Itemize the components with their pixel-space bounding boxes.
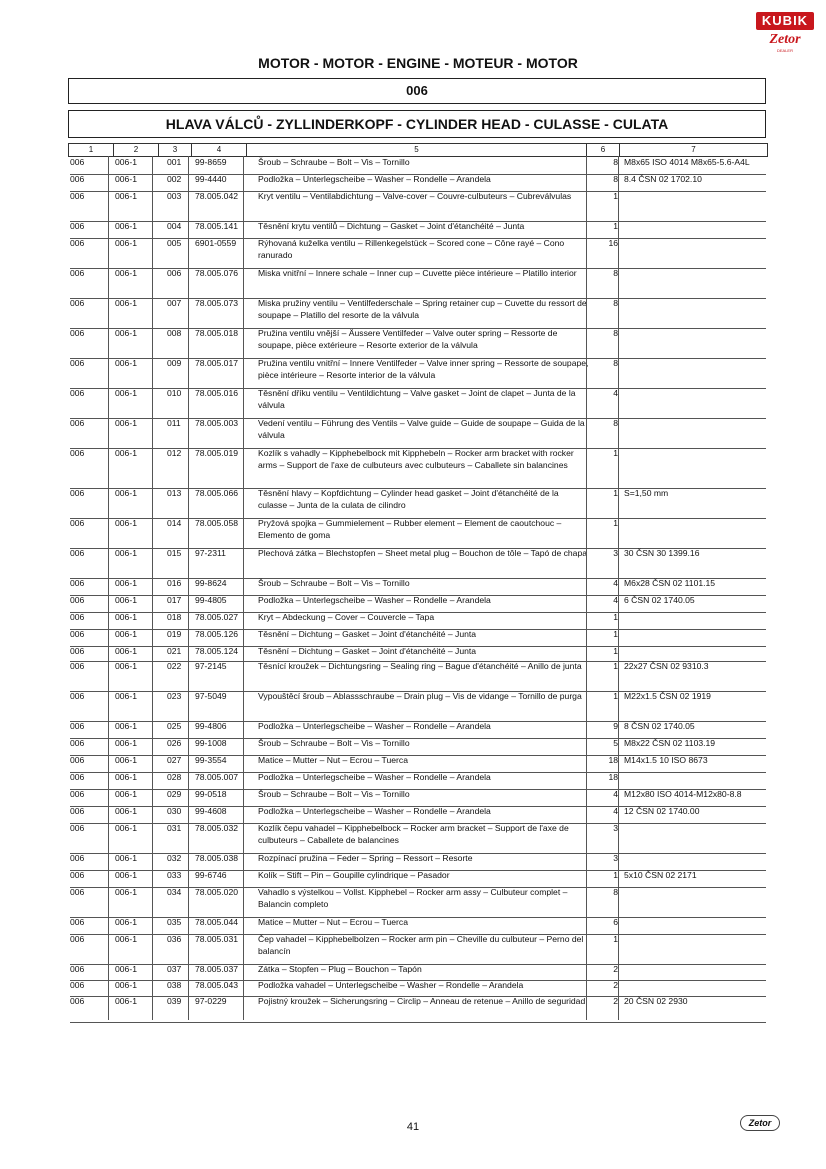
cell-c4: 78.005.016 [195, 388, 239, 398]
cell-c7: M12x80 ISO 4014-M12x80-8.8 [624, 789, 742, 799]
cell-c2: 006-1 [115, 870, 137, 880]
cell-c2: 006-1 [115, 887, 137, 897]
cell-c4: 78.005.019 [195, 448, 239, 458]
group-number: 006 [68, 78, 766, 104]
cell-c3: 037 [167, 964, 182, 974]
cell-c7: 30 ČSN 30 1399.16 [624, 548, 700, 558]
cell-c1: 006 [70, 996, 85, 1006]
cell-c3: 001 [167, 157, 182, 167]
cell-c5: Vahadlo s výstelkou – Vollst. Kipphebel – Rocker arm assy – Culbuteur complet – Balancin completo [258, 887, 568, 909]
cell-c6: 1 [613, 518, 618, 528]
cell-c5: Pojistný kroužek – Sicherungsring – Circlip – Anneau de retenue – Anillo de seguridad [258, 996, 586, 1006]
cell-c5: Šroub – Schraube – Bolt – Vis – Tornillo [258, 738, 410, 748]
cell-c4: 99-8624 [195, 578, 227, 588]
cell-c6: 1 [613, 488, 618, 498]
cell-c1: 006 [70, 823, 85, 833]
cell-c5: Rozpínací pružina – Feder – Spring – Ressort – Resorte [258, 853, 473, 863]
cell-c5: Miska pružiny ventilu – Ventilfederschale – Spring retainer cup – Cuvette du ressort de soupape – Platillo del resorte de la válvula [258, 298, 587, 320]
column-separator [188, 156, 189, 1020]
page-title: MOTOR - MOTOR - ENGINE - MOTEUR - MOTOR [258, 55, 578, 71]
table-row [70, 191, 766, 222]
cell-c6: 18 [608, 755, 618, 765]
cell-c6: 3 [613, 823, 618, 833]
cell-c1: 006 [70, 268, 85, 278]
cell-c6: 3 [613, 853, 618, 863]
table-row [70, 595, 766, 613]
cell-c2: 006-1 [115, 853, 137, 863]
cell-c6: 3 [613, 548, 618, 558]
table-row [70, 488, 766, 519]
cell-c2: 006-1 [115, 646, 137, 656]
cell-c6: 8 [613, 157, 618, 167]
cell-c4: 6901-0559 [195, 238, 237, 248]
cell-c1: 006 [70, 789, 85, 799]
col-header-6: 6 [587, 144, 620, 156]
cell-c4: 78.005.003 [195, 418, 239, 428]
column-separator [243, 156, 244, 1020]
table-row [70, 789, 766, 807]
cell-c6: 4 [613, 789, 618, 799]
cell-c2: 006-1 [115, 964, 137, 974]
cell-c3: 023 [167, 691, 182, 701]
cell-c5: Těsnění hlavy – Kopfdichtung – Cylinder head gasket – Joint d'étanchéité de la culasse – Junta de la culata de cilindro [258, 488, 559, 510]
cell-c7: 22x27 ČSN 02 9310.3 [624, 661, 709, 671]
cell-c2: 006-1 [115, 980, 137, 990]
table-row [70, 418, 766, 449]
cell-c1: 006 [70, 298, 85, 308]
cell-c2: 006-1 [115, 328, 137, 338]
table-row [70, 174, 766, 192]
cell-c7: 8 ČSN 02 1740.05 [624, 721, 695, 731]
cell-c6: 8 [613, 298, 618, 308]
table-row [70, 298, 766, 329]
cell-c3: 002 [167, 174, 182, 184]
cell-c6: 4 [613, 806, 618, 816]
cell-c6: 1 [613, 691, 618, 701]
table-row [70, 853, 766, 871]
cell-c6: 8 [613, 174, 618, 184]
cell-c2: 006-1 [115, 157, 137, 167]
cell-c5: Čep vahadel – Kipphebelbolzen – Rocker arm pin – Cheville du culbuteur – Perno del balancín [258, 934, 584, 956]
cell-c2: 006-1 [115, 448, 137, 458]
cell-c2: 006-1 [115, 806, 137, 816]
cell-c6: 8 [613, 328, 618, 338]
table-row [70, 221, 766, 239]
cell-c3: 003 [167, 191, 182, 201]
cell-c2: 006-1 [115, 823, 137, 833]
column-separator [152, 156, 153, 1020]
cell-c4: 78.005.141 [195, 221, 239, 231]
cell-c2: 006-1 [115, 629, 137, 639]
cell-c3: 004 [167, 221, 182, 231]
cell-c4: 99-4440 [195, 174, 227, 184]
cell-c1: 006 [70, 221, 85, 231]
table-row [70, 612, 766, 630]
cell-c5: Plechová zátka – Blechstopfen – Sheet metal plug – Bouchon de tôle – Tapó de chapa [258, 548, 588, 558]
table-row [70, 388, 766, 419]
cell-c5: Miska vnitřní – Innere schale – Inner cup – Cuvette pièce intérieure – Platillo interior [258, 268, 577, 278]
logo-zetor: Zetor [769, 32, 801, 47]
cell-c5: Kryt – Abdeckung – Cover – Couvercle – Tapa [258, 612, 435, 622]
cell-c6: 1 [613, 934, 618, 944]
table-row [70, 806, 766, 824]
cell-c3: 008 [167, 328, 182, 338]
cell-c3: 013 [167, 488, 182, 498]
column-separator [586, 156, 587, 1020]
cell-c2: 006-1 [115, 738, 137, 748]
cell-c4: 78.005.037 [195, 964, 239, 974]
table-row [70, 448, 766, 489]
cell-c6: 6 [613, 917, 618, 927]
cell-c5: Pružina ventilu vnitřní – Innere Ventilfeder – Valve inner spring – Ressorte de soupape, pièce intérieure – Resorte interior de la válvula [258, 358, 589, 380]
cell-c6: 4 [613, 578, 618, 588]
cell-c1: 006 [70, 934, 85, 944]
cell-c3: 029 [167, 789, 182, 799]
table-row [70, 887, 766, 918]
cell-c2: 006-1 [115, 578, 137, 588]
cell-c2: 006-1 [115, 174, 137, 184]
cell-c3: 018 [167, 612, 182, 622]
cell-c5: Rýhovaná kuželka ventilu – Rillenkegelstück – Scored cone – Cône rayé – Cono ranurado [258, 238, 565, 260]
cell-c4: 99-8659 [195, 157, 227, 167]
cell-c1: 006 [70, 518, 85, 528]
cell-c2: 006-1 [115, 358, 137, 368]
cell-c7: 5x10 ČSN 02 2171 [624, 870, 697, 880]
page-number: 41 [406, 1121, 420, 1133]
cell-c5: Kozlík čepu vahadel – Kipphebelbock – Rocker arm bracket – Support de l'axe de culbuteurs – Caballete de balancines [258, 823, 569, 845]
cell-c3: 011 [167, 418, 181, 428]
table-row [70, 823, 766, 854]
table-row [70, 661, 766, 692]
cell-c5: Těsnění dříku ventilu – Ventildichtung – Valve gasket – Joint de clapet – Junta de la válvula [258, 388, 576, 410]
table-row [70, 964, 766, 981]
table-row [70, 157, 766, 175]
cell-c4: 78.005.018 [195, 328, 239, 338]
cell-c7: M6x28 ČSN 02 1101.15 [624, 578, 716, 588]
cell-c3: 027 [167, 755, 182, 765]
cell-c1: 006 [70, 661, 85, 671]
cell-c4: 78.005.020 [195, 887, 239, 897]
cell-c1: 006 [70, 595, 85, 605]
table-row [70, 738, 766, 756]
logo-kubik: KUBIK [756, 12, 814, 30]
cell-c2: 006-1 [115, 548, 137, 558]
table-row [70, 578, 766, 596]
cell-c6: 9 [613, 721, 618, 731]
cell-c2: 006-1 [115, 518, 137, 528]
col-header-3: 3 [159, 144, 192, 156]
cell-c5: Podložka – Unterlegscheibe – Washer – Rondelle – Arandela [258, 806, 491, 816]
cell-c6: 4 [613, 388, 618, 398]
cell-c6: 1 [613, 661, 618, 671]
cell-c6: 8 [613, 887, 618, 897]
cell-c1: 006 [70, 629, 85, 639]
cell-c6: 1 [613, 221, 618, 231]
cell-c4: 78.005.038 [195, 853, 239, 863]
cell-c3: 007 [167, 298, 182, 308]
col-header-1: 1 [69, 144, 114, 156]
cell-c3: 039 [167, 996, 182, 1006]
cell-c1: 006 [70, 853, 85, 863]
table-row [70, 518, 766, 549]
cell-c7: 6 ČSN 02 1740.05 [624, 595, 695, 605]
cell-c2: 006-1 [115, 934, 137, 944]
cell-c3: 017 [167, 595, 182, 605]
cell-c1: 006 [70, 578, 85, 588]
cell-c6: 8 [613, 358, 618, 368]
cell-c4: 78.005.066 [195, 488, 239, 498]
table-header [68, 143, 768, 157]
cell-c1: 006 [70, 964, 85, 974]
table-row [70, 238, 766, 269]
cell-c1: 006 [70, 488, 85, 498]
cell-c6: 1 [613, 448, 618, 458]
cell-c5: Podložka – Unterlegscheibe – Washer – Rondelle – Arandela [258, 721, 491, 731]
cell-c6: 2 [613, 996, 618, 1006]
cell-c4: 78.005.073 [195, 298, 239, 308]
cell-c6: 1 [613, 646, 618, 656]
cell-c6: 5 [613, 738, 618, 748]
table-row [70, 755, 766, 773]
cell-c1: 006 [70, 191, 85, 201]
footer-zetor-logo: Zetor [740, 1115, 780, 1131]
cell-c6: 2 [613, 964, 618, 974]
cell-c5: Podložka – Unterlegscheibe – Washer – Rondelle – Arandela [258, 174, 491, 184]
cell-c7: M8x22 ČSN 02 1103.19 [624, 738, 716, 748]
cell-c4: 97-5049 [195, 691, 227, 701]
cell-c2: 006-1 [115, 755, 137, 765]
cell-c3: 038 [167, 980, 182, 990]
table-row [70, 721, 766, 739]
cell-c1: 006 [70, 358, 85, 368]
cell-c3: 030 [167, 806, 182, 816]
cell-c2: 006-1 [115, 488, 137, 498]
cell-c2: 006-1 [115, 996, 137, 1006]
cell-c2: 006-1 [115, 191, 137, 201]
cell-c1: 006 [70, 980, 85, 990]
cell-c4: 97-2145 [195, 661, 227, 671]
cell-c1: 006 [70, 548, 85, 558]
cell-c3: 012 [167, 448, 182, 458]
cell-c7: 12 ČSN 02 1740.00 [624, 806, 700, 816]
cell-c6: 1 [613, 191, 618, 201]
cell-c6: 4 [613, 595, 618, 605]
cell-c4: 99-6746 [195, 870, 227, 880]
cell-c5: Podložka – Unterlegscheibe – Washer – Rondelle – Arandela [258, 772, 491, 782]
table-row [70, 691, 766, 722]
table-row [70, 996, 766, 1023]
cell-c5: Těsnění krytu ventilů – Dichtung – Gasket – Joint d'étanchéité – Junta [258, 221, 525, 231]
cell-c2: 006-1 [115, 691, 137, 701]
cell-c1: 006 [70, 388, 85, 398]
cell-c4: 97-0229 [195, 996, 227, 1006]
cell-c6: 1 [613, 612, 618, 622]
cell-c5: Kryt ventilu – Ventilabdichtung – Valve-cover – Couvre-culbuteurs – Cubreválvulas [258, 191, 572, 201]
cell-c1: 006 [70, 418, 85, 428]
cell-c3: 015 [167, 548, 182, 558]
cell-c2: 006-1 [115, 772, 137, 782]
cell-c3: 005 [167, 238, 182, 248]
cell-c1: 006 [70, 917, 85, 927]
cell-c2: 006-1 [115, 595, 137, 605]
cell-c5: Těsnění – Dichtung – Gasket – Joint d'étanchéité – Junta [258, 629, 477, 639]
cell-c4: 78.005.031 [195, 934, 239, 944]
cell-c3: 036 [167, 934, 182, 944]
cell-c5: Šroub – Schraube – Bolt – Vis – Tornillo [258, 578, 410, 588]
cell-c5: Podložka – Unterlegscheibe – Washer – Rondelle – Arandela [258, 595, 491, 605]
kubik-zetor-logo [756, 12, 814, 60]
cell-c5: Těsnící kroužek – Dichtungsring – Sealing ring – Bague d'étanchéité – Anillo de junta [258, 661, 582, 671]
cell-c6: 8 [613, 268, 618, 278]
table-row [70, 980, 766, 997]
cell-c5: Pružina ventilu vnější – Äussere Ventilfeder – Valve outer spring – Ressorte de soupape, pièce extérieure – Resorte exterior de la válvula [258, 328, 558, 350]
cell-c4: 78.005.044 [195, 917, 239, 927]
cell-c2: 006-1 [115, 917, 137, 927]
cell-c1: 006 [70, 646, 85, 656]
cell-c2: 006-1 [115, 388, 137, 398]
cell-c4: 78.005.076 [195, 268, 239, 278]
cell-c1: 006 [70, 870, 85, 880]
cell-c3: 009 [167, 358, 182, 368]
cell-c3: 032 [167, 853, 182, 863]
cell-c3: 034 [167, 887, 182, 897]
cell-c7: 8.4 ČSN 02 1702.10 [624, 174, 702, 184]
cell-c3: 016 [167, 578, 182, 588]
cell-c3: 022 [167, 661, 182, 671]
cell-c3: 026 [167, 738, 182, 748]
cell-c4: 99-1008 [195, 738, 227, 748]
cell-c3: 010 [167, 388, 182, 398]
cell-c4: 78.005.043 [195, 980, 239, 990]
cell-c4: 99-0518 [195, 789, 227, 799]
cell-c4: 78.005.007 [195, 772, 239, 782]
table-row [70, 629, 766, 647]
cell-c5: Kozlík s vahadly – Kipphebelbock mit Kipphebeln – Rocker arm bracket with rocker arms – Support de l'axe de culbuteurs avec culbuteurs – Caballete sin balancines [258, 448, 574, 470]
cell-c4: 97-2311 [195, 548, 226, 558]
cell-c4: 78.005.126 [195, 629, 239, 639]
cell-c4: 78.005.124 [195, 646, 239, 656]
cell-c7: 20 ČSN 02 2930 [624, 996, 688, 1006]
cell-c5: Matice – Mutter – Nut – Ecrou – Tuerca [258, 917, 408, 927]
cell-c1: 006 [70, 755, 85, 765]
cell-c5: Šroub – Schraube – Bolt – Vis – Tornillo [258, 157, 410, 167]
cell-c1: 006 [70, 612, 85, 622]
cell-c2: 006-1 [115, 661, 137, 671]
table-row [70, 268, 766, 299]
cell-c4: 78.005.058 [195, 518, 239, 528]
table-row [70, 328, 766, 359]
cell-c6: 16 [608, 238, 618, 248]
cell-c2: 006-1 [115, 221, 137, 231]
cell-c3: 006 [167, 268, 182, 278]
cell-c1: 006 [70, 887, 85, 897]
cell-c4: 78.005.027 [195, 612, 239, 622]
cell-c1: 006 [70, 721, 85, 731]
logo-sub: DEALER [776, 48, 793, 53]
col-header-2: 2 [114, 144, 159, 156]
cell-c1: 006 [70, 157, 85, 167]
cell-c5: Zátka – Stopfen – Plug – Bouchon – Tapón [258, 964, 422, 974]
table-row [70, 917, 766, 935]
column-separator [618, 156, 619, 1020]
cell-c1: 006 [70, 448, 85, 458]
cell-c4: 99-4805 [195, 595, 227, 605]
cell-c1: 006 [70, 806, 85, 816]
cell-c2: 006-1 [115, 268, 137, 278]
cell-c1: 006 [70, 738, 85, 748]
cell-c6: 18 [608, 772, 618, 782]
col-header-5: 5 [247, 144, 587, 156]
cell-c3: 021 [167, 646, 182, 656]
cell-c3: 031 [167, 823, 182, 833]
table-row [70, 772, 766, 790]
cell-c4: 99-4608 [195, 806, 227, 816]
cell-c5: Matice – Mutter – Nut – Ecrou – Tuerca [258, 755, 408, 765]
cell-c6: 1 [613, 870, 618, 880]
cell-c4: 78.005.017 [195, 358, 239, 368]
cell-c4: 78.005.032 [195, 823, 239, 833]
cell-c1: 006 [70, 772, 85, 782]
cell-c5: Vedení ventilu – Führung des Ventils – Valve guide – Guide de soupape – Guida de la válvula [258, 418, 585, 440]
cell-c5: Šroub – Schraube – Bolt – Vis – Tornillo [258, 789, 410, 799]
cell-c7: M8x65 ISO 4014 M8x65-5.6-A4L [624, 157, 750, 167]
cell-c5: Pryžová spojka – Gummielement – Rubber element – Element de caoutchouc – Elemento de goma [258, 518, 562, 540]
table-row [70, 934, 766, 965]
col-header-4: 4 [192, 144, 247, 156]
cell-c4: 99-4806 [195, 721, 227, 731]
cell-c2: 006-1 [115, 238, 137, 248]
cell-c3: 028 [167, 772, 182, 782]
table-row [70, 646, 766, 662]
cell-c7: M22x1.5 ČSN 02 1919 [624, 691, 711, 701]
cell-c2: 006-1 [115, 789, 137, 799]
cell-c3: 019 [167, 629, 182, 639]
cell-c7: S=1,50 mm [624, 488, 669, 498]
column-separator [108, 156, 109, 1020]
cell-c7: M14x1.5 10 ISO 8673 [624, 755, 708, 765]
cell-c3: 014 [167, 518, 182, 528]
cell-c4: 99-3554 [195, 755, 227, 765]
cell-c3: 033 [167, 870, 182, 880]
table-row [70, 548, 766, 579]
cell-c5: Kolík – Stift – Pin – Goupille cylindrique – Pasador [258, 870, 450, 880]
section-subtitle: HLAVA VÁLCŮ - ZYLLINDERKOPF - CYLINDER HEAD - CULASSE - CULATA [68, 110, 766, 138]
cell-c6: 2 [613, 980, 618, 990]
cell-c5: Podložka vahadel – Unterlegscheibe – Washer – Rondelle – Arandela [258, 980, 524, 990]
cell-c2: 006-1 [115, 612, 137, 622]
col-header-7: 7 [691, 145, 696, 154]
cell-c5: Vypouštěcí šroub – Ablassschraube – Drain plug – Vis de vidange – Tornillo de purga [258, 691, 582, 701]
cell-c1: 006 [70, 328, 85, 338]
cell-c3: 035 [167, 917, 182, 927]
cell-c4: 78.005.042 [195, 191, 239, 201]
cell-c6: 8 [613, 418, 618, 428]
table-row [70, 870, 766, 888]
cell-c1: 006 [70, 238, 85, 248]
cell-c2: 006-1 [115, 298, 137, 308]
cell-c6: 1 [613, 629, 618, 639]
cell-c5: Těsnění – Dichtung – Gasket – Joint d'étanchéité – Junta [258, 646, 477, 656]
cell-c1: 006 [70, 174, 85, 184]
table-row [70, 358, 766, 389]
cell-c1: 006 [70, 691, 85, 701]
cell-c2: 006-1 [115, 418, 137, 428]
cell-c3: 025 [167, 721, 182, 731]
cell-c2: 006-1 [115, 721, 137, 731]
